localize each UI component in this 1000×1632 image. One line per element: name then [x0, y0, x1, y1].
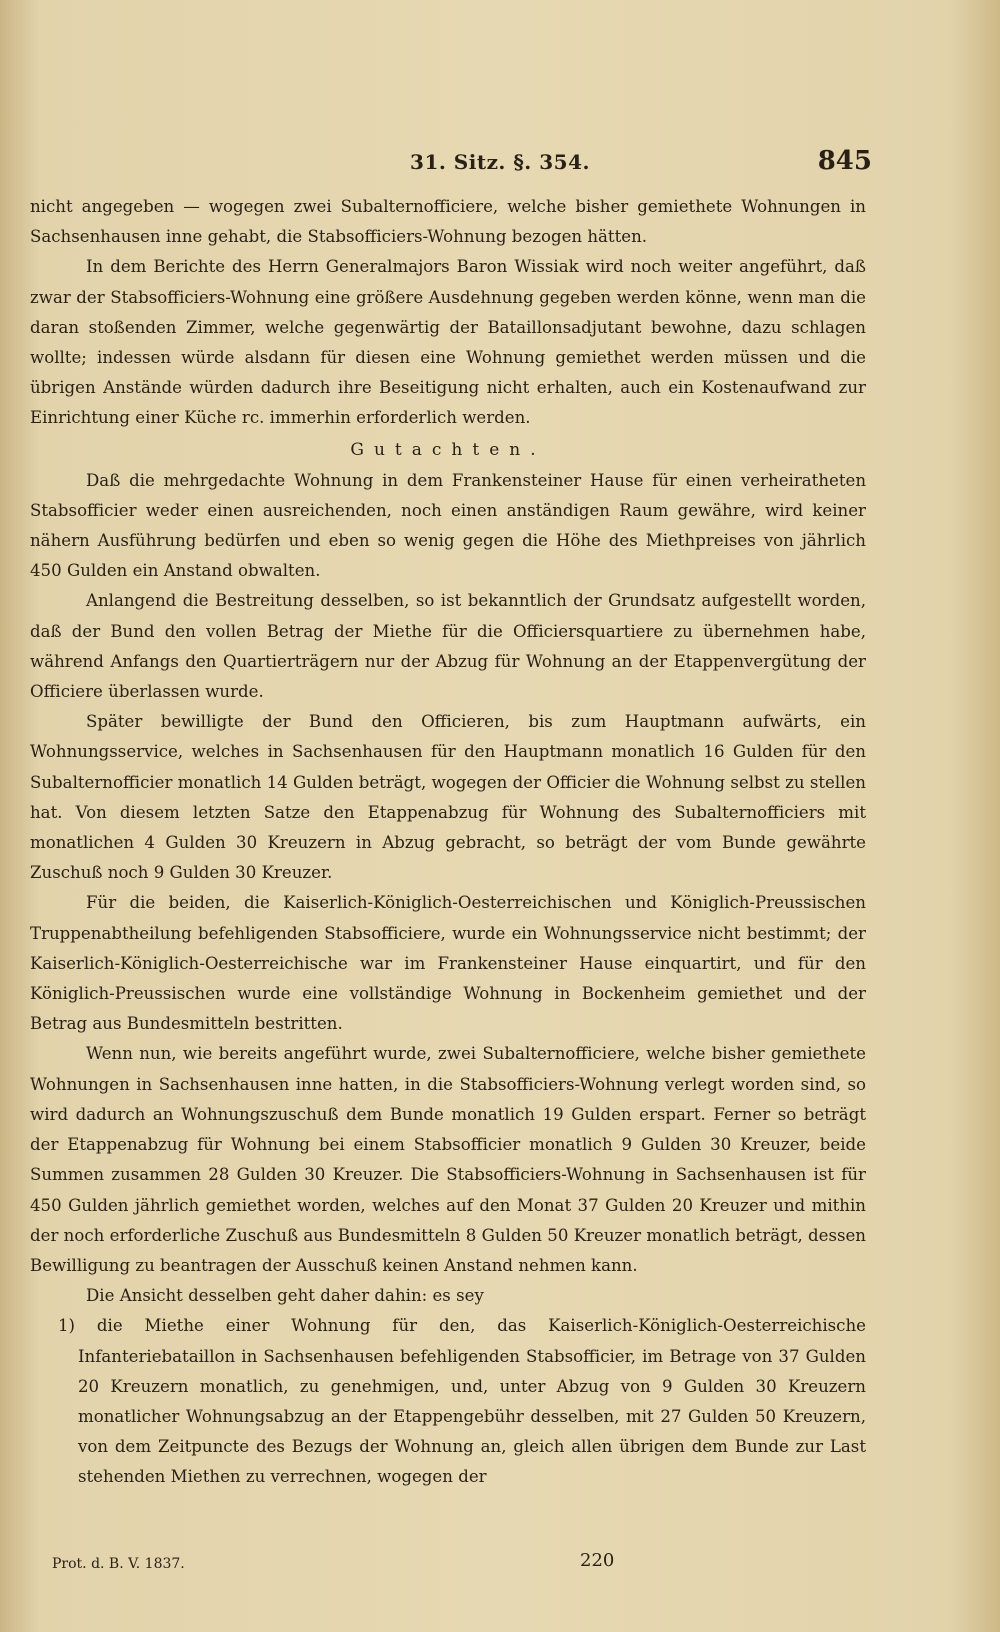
page-footer	[0, 1550, 1000, 1580]
paragraph: Anlangend die Bestreitung desselben, so ist bekanntlich der Grundsatz aufgestellt worden, daß der Bund den vollen Betrag der Miethe für die Officiersquartiere zu übernehmen habe, während Anfangs den Quartierträgern nur der Abzug für Wohnung an der Etappenvergütung der Officiere überlassen wurde.	[30, 591, 866, 702]
paragraph-report: In dem Berichte des Herrn Generalmajors Baron Wissiak wird noch weiter angeführt, daß zwar der Stabsofficiers-Wohnung eine größere Ausdehnung gegeben werden könne, wenn man die daran stoßenden Zimmer, welche gegenwärtig der Bataillonsadjutant bewohne, dazu schlagen wollte; indessen würde alsdann für diesen eine Wohnung gemiethet werden müssen und die übrigen Anstände würden dadurch ihre Beseitigung nicht erhalten, auch ein Kostenaufwand zur Einrichtung einer Küche rc. immerhin erforderlich werden.	[30, 257, 866, 428]
section-title: Gutachten.	[350, 439, 546, 460]
footer-protocol: Prot. d. B. V. 1837.	[52, 1556, 185, 1572]
paragraph: Für die beiden, die Kaiserlich-Königlich-Oesterreichischen und Königlich-Preussischen Truppenabtheilung befehligenden Stabsofficiere, wurde ein Wohnungsservice nicht bestimmt; der Kaiserlich-Königlich-Oesterreichische war im Frankensteiner Hause einquartirt, und für den Königlich-Preussischen wurde eine vollständige Wohnung in Bockenheim gemiethet und der Betrag aus Bundesmitteln bestritten.	[30, 893, 866, 1034]
page-header	[0, 146, 1000, 186]
paragraph: Die Ansicht desselben geht daher dahin: es sey	[86, 1286, 484, 1306]
signature-mark: 220	[580, 1550, 615, 1571]
paragraph: Später bewilligte der Bund den Officieren, bis zum Hauptmann aufwärts, ein Wohnungsservice, welches in Sachsenhausen für den Hauptmann monatlich 16 Gulden für den Subalternofficier monatlich 14 Gulden beträgt, wogegen der Officier die Wohnung selbst zu stellen hat. Von diesem letzten Satze den Etappenabzug für Wohnung des Subalternofficiers mit monatlichen 4 Gulden 30 Kreuzern in Abzug gebracht, so beträgt der vom Bunde gewährte Zuschuß noch 9 Gulden 30 Kreuzer.	[30, 712, 866, 883]
page-number: 845	[817, 146, 872, 176]
document-body	[30, 192, 866, 1493]
paragraph-continued: nicht angegeben — wogegen zwei Subalternofficiere, welche bisher gemiethete Wohnungen in Sachsenhausen inne gehabt, die Stabsofficiers-Wohnung bezogen hätten.	[30, 197, 866, 247]
list-item: 1) die Miethe einer Wohnung für den, das Kaiserlich-Königlich-Oesterreichische Infanteriebataillon in Sachsenhausen befehligenden Stabsofficier, im Betrage von 37 Gulden 20 Kreuzern monatlich, zu genehmigen, und, unter Abzug von 9 Gulden 30 Kreuzern monatlicher Wohnungsabzug an der Etappengebühr desselben, mit 27 Gulden 50 Kreuzern, von dem Zeitpuncte des Bezugs der Wohnung an, gleich allen übrigen dem Bunde zur Last stehenden Miethen zu verrechnen, wogegen der	[58, 1316, 866, 1487]
paragraph: Daß die mehrgedachte Wohnung in dem Frankensteiner Hause für einen verheiratheten Stabsofficier weder einen ausreichenden, noch einen anständigen Raum gewähre, wird keiner nähern Ausführung bedürfen und eben so wenig gegen die Höhe des Miethpreises von jährlich 450 Gulden ein Anstand obwalten.	[30, 470, 866, 581]
paragraph: Wenn nun, wie bereits angeführt wurde, zwei Subalternofficiere, welche bisher gemiethete Wohnungen in Sachsenhausen inne hatten, in die Stabsofficiers-Wohnung verlegt worden sind, so wird dadurch an Wohnungszuschuß dem Bunde monatlich 19 Gulden erspart. Ferner so beträgt der Etappenabzug für Wohnung bei einem Stabsofficier monatlich 9 Gulden 30 Kreuzer, beide Summen zusammen 28 Gulden 30 Kreuzer. Die Stabsofficiers-Wohnung in Sachsenhausen ist für 450 Gulden jährlich gemiethet worden, welches auf den Monat 37 Gulden 20 Kreuzer und mithin der noch erforderliche Zuschuß aus Bundesmitteln 8 Gulden 50 Kreuzer monatlich beträgt, dessen Bewilligung zu beantragen der Ausschuß keinen Anstand nehmen kann.	[30, 1044, 866, 1275]
running-head: 31. Sitz. §. 354.	[410, 150, 590, 174]
